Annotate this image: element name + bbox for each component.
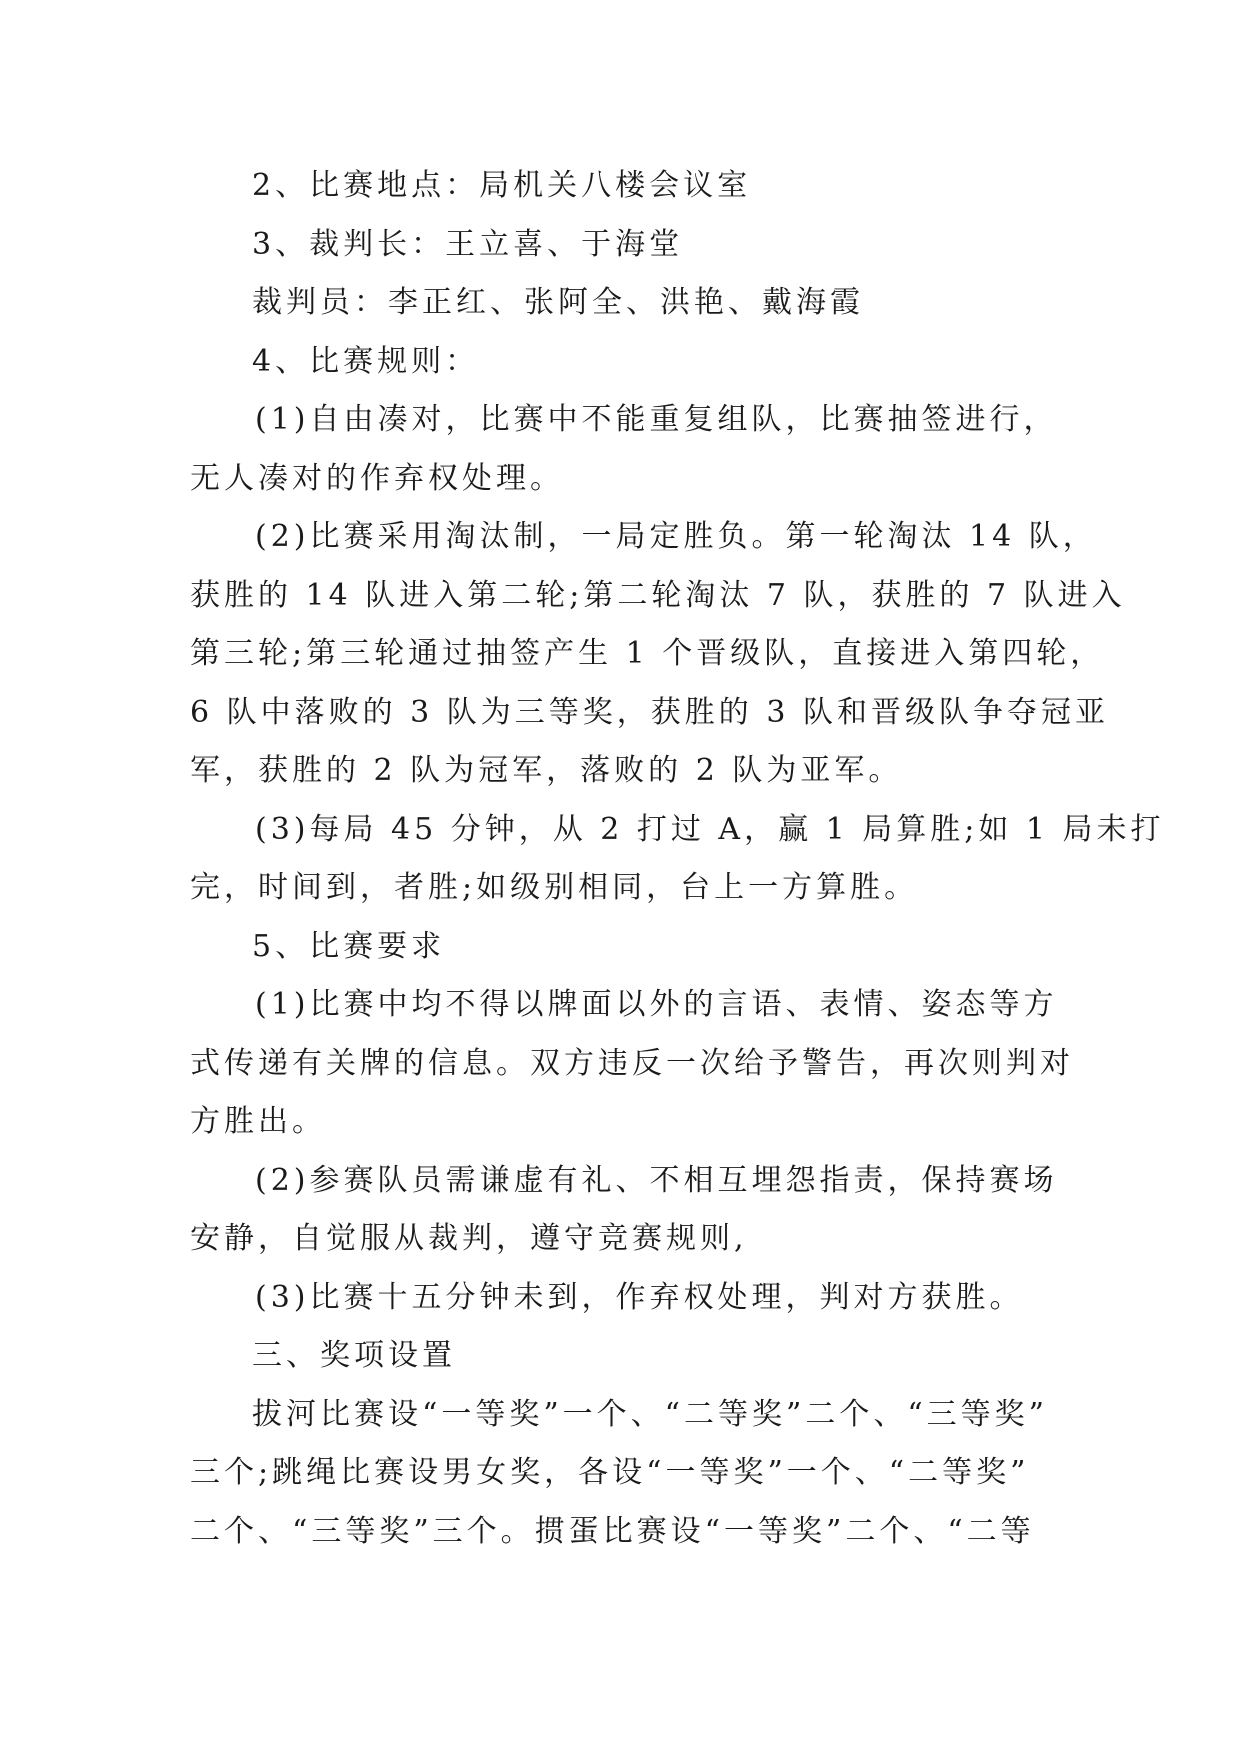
requirement-1-line-3: 方胜出。: [190, 1104, 326, 1139]
rule-2-line-4: 6 队中落败的 3 队为三等奖，获胜的 3 队和晋级队争夺冠亚: [190, 694, 1109, 730]
requirement-2-line-1: (2)参赛队员需谦虚有礼、不相互埋怨指责，保持赛场: [255, 1162, 1058, 1198]
rule-2-line-5: 军，获胜的 2 队为冠军，落败的 2 队为亚军。: [190, 753, 903, 788]
paragraph-chief-referee: 3、裁判长：王立喜、于海堂: [252, 226, 684, 262]
rule-2-line-1: (2)比赛采用淘汰制，一局定胜负。第一轮淘汰 14 队，: [255, 519, 1097, 554]
section-heading-requirements: 5、比赛要求: [252, 928, 446, 964]
requirement-2-line-2: 安静，自觉服从裁判，遵守竞赛规则,: [190, 1221, 748, 1256]
section-heading-awards: 三、奖项设置: [252, 1338, 456, 1373]
requirement-3-line-1: (3)比赛十五分钟未到，作弃权处理，判对方获胜。: [255, 1279, 1024, 1315]
document-body: [190, 157, 1165, 1561]
rule-1-line-2: 无人凑对的作弃权处理。: [190, 460, 564, 496]
awards-line-2: 三个;跳绳比赛设男女奖，各设“一等奖”一个、“二等奖”: [190, 1455, 1030, 1490]
awards-line-1: 拔河比赛设“一等奖”一个、“二等奖”二个、“三等奖”: [252, 1396, 1049, 1432]
rule-3-line-2: 完，时间到，者胜;如级别相同，台上一方算胜。: [190, 870, 919, 905]
section-heading-rules: 4、比赛规则：: [252, 343, 480, 379]
rule-1-line-1: (1)自由凑对，比赛中不能重复组队，比赛抽签进行，: [255, 402, 1058, 437]
rule-3-line-1: (3)每局 45 分钟，从 2 打过 A，赢 1 局算胜;如 1 局未打: [255, 811, 1165, 847]
paragraph-referees: 裁判员：李正红、张阿全、洪艳、戴海霞: [252, 285, 864, 320]
awards-line-3: 二个、“三等奖”三个。掼蛋比赛设“一等奖”二个、“二等: [190, 1513, 1035, 1549]
rule-2-line-2: 获胜的 14 队进入第二轮;第二轮淘汰 7 队，获胜的 7 队进入: [190, 577, 1126, 613]
rule-2-line-3: 第三轮;第三轮通过抽签产生 1 个晋级队，直接进入第四轮，: [190, 636, 1105, 671]
paragraph-venue: 2、比赛地点：局机关八楼会议室: [252, 168, 752, 203]
requirement-1-line-2: 式传递有关牌的信息。双方违反一次给予警告，再次则判对: [190, 1045, 1074, 1081]
requirement-1-line-1: (1)比赛中均不得以牌面以外的言语、表情、姿态等方: [255, 987, 1058, 1022]
